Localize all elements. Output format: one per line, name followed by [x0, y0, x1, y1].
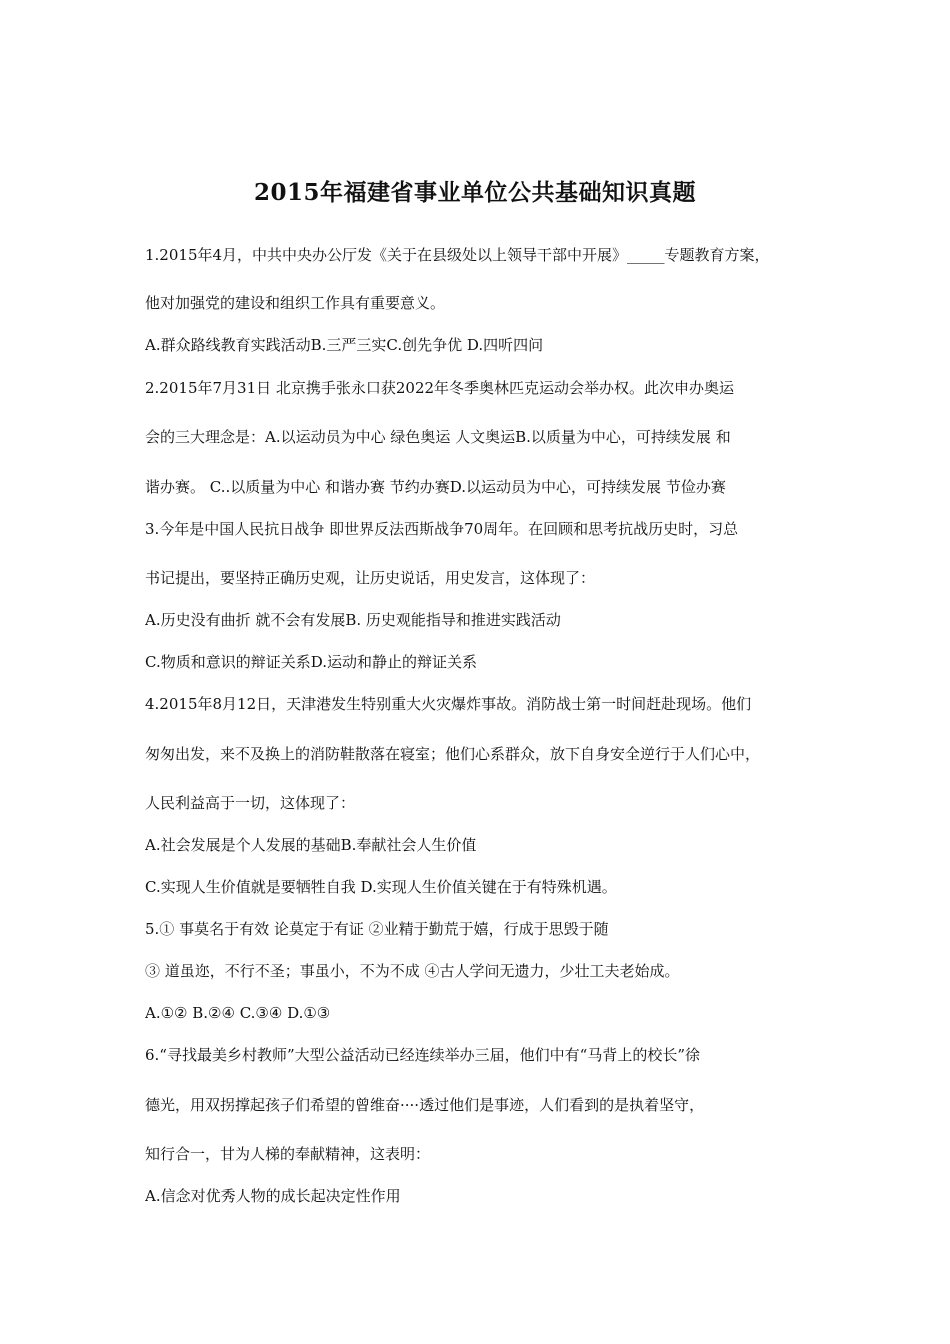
q2-line-1: 2.2015年7月31日 北京携手张永口获2022年冬季奥林匹克运动会举办权。此次申办奥运: [145, 379, 735, 397]
q6-line-2: 德光，用双拐撑起孩子们希望的曾维奋····透过他们是事迹，人们看到的是执着坚守，: [145, 1096, 705, 1114]
q1-line-1: 1.2015年4月，中共中央办公厅发《关于在县级处以上领导干部中开展》_____专题教育方案，: [145, 246, 770, 264]
q3-line-1: 3.今年是中国人民抗日战争 即世界反法西斯战争70周年。在回顾和思考抗战历史时，习总: [145, 520, 739, 538]
q1-line-2: 他对加强党的建设和组织工作具有重要意义。: [145, 294, 446, 312]
q5-line-2: ③ 道虽迩，不行不圣；事虽小，不为不成 ④古人学问无遗力，少壮工夫老始成。: [145, 962, 680, 980]
document-title: 2015年福建省事业单位公共基础知识真题: [253, 179, 696, 206]
q2-line-3: 谐办赛。 C..以质量为中心 和谐办赛 节约办赛D.以运动员为中心，可持续发展 节俭办赛: [145, 478, 726, 496]
q3-options-1: A.历史没有曲折 就不会有发展B. 历史观能指导和推进实践活动: [145, 611, 561, 629]
q6-line-3: 知行合一，甘为人梯的奉献精神，这表明：: [145, 1145, 431, 1163]
q5-line-1: 5.① 事莫名于有效 论莫定于有证 ②业精于勤荒于嬉，行成于思毁于随: [145, 920, 609, 938]
q2-line-2: 会的三大理念是：A.以运动员为中心 绿色奥运 人文奥运B.以质量为中心，可持续发展 和: [145, 428, 731, 446]
q1-options: A.群众路线教育实践活动B.三严三实C.创先争优 D.四听四问: [145, 336, 544, 354]
q4-line-2: 匆匆出发，来不及换上的消防鞋散落在寝室；他们心系群众，放下自身安全逆行于人们心中，: [145, 745, 761, 763]
q4-options-2: C.实现人生价值就是要牺牲自我 D.实现人生价值关键在于有特殊机遇。: [145, 878, 617, 896]
q4-line-1: 4.2015年8月12日，天津港发生特别重大火灾爆炸事故。消防战士第一时间赶赴现场。他们: [145, 695, 752, 713]
q6-options-1: A.信念对优秀人物的成长起决定性作用: [145, 1187, 401, 1205]
q5-options: A.①② B.②④ C.③④ D.①③: [145, 1004, 331, 1022]
q6-line-1: 6.“寻找最美乡村教师”大型公益活动已经连续举办三届，他们中有“马背上的校长”徐: [145, 1046, 700, 1064]
q4-options-1: A.社会发展是个人发展的基础B.奉献社会人生价值: [145, 836, 477, 854]
q4-line-3: 人民利益高于一切，这体现了：: [145, 794, 356, 812]
q3-line-2: 书记提出，要坚持正确历史观，让历史说话，用史发言，这体现了：: [145, 569, 596, 587]
q3-options-2: C.物质和意识的辩证关系D.运动和静止的辩证关系: [145, 653, 477, 671]
